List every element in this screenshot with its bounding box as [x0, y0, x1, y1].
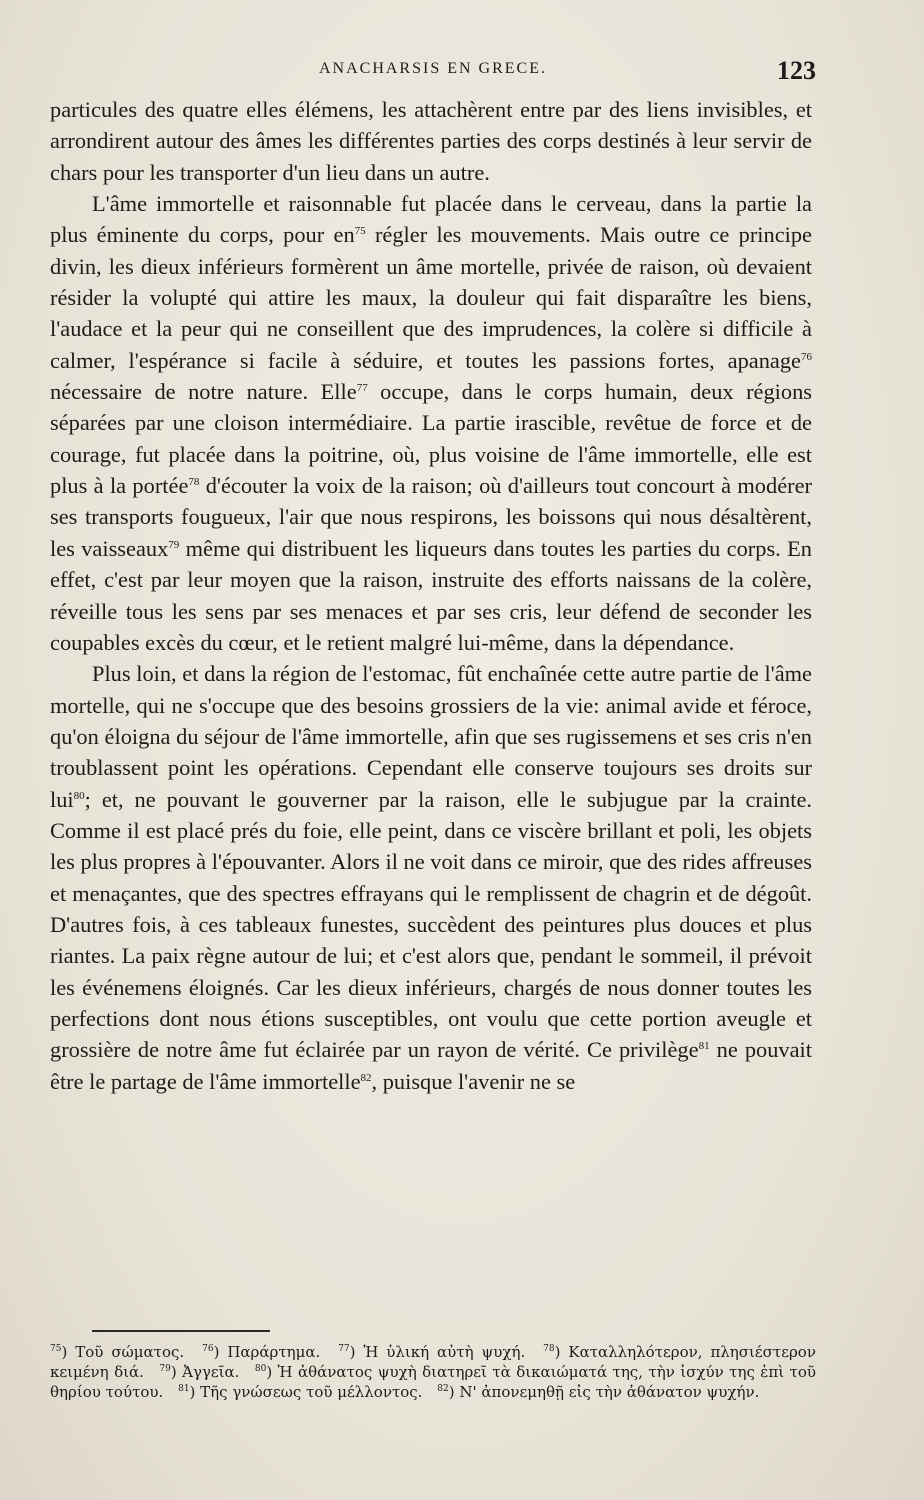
footnote-text: Παράρτημα. — [227, 1343, 321, 1361]
footnote-number: 81 — [178, 1384, 190, 1394]
text-run: , puisque l'avenir ne se — [371, 1068, 576, 1094]
page-header — [50, 56, 816, 86]
footnote-reference[interactable]: 80 — [73, 789, 85, 802]
footnote-number: 79 — [159, 1364, 171, 1374]
footnote-paren: ) — [61, 1343, 76, 1361]
footnote-item — [50, 1343, 184, 1361]
footnotes — [50, 1342, 816, 1402]
footnote-paren: ) — [554, 1343, 569, 1361]
body-text — [50, 94, 812, 1097]
text-run: occupe, dans le corps humain, deux régions séparées par une cloison intermédiaire. La partie irascible, revêtue de force et de courage, fut placée dans la poitrine, où, plus voisine de l'âme immortelle, elle est plus à la portée — [50, 379, 812, 499]
footnote-number: 77 — [338, 1344, 350, 1354]
footnote-text: Τοῦ σώματος. — [75, 1343, 185, 1361]
footnote-text: Καταλληλότερον, πλησιέστερον κειμένη διά. — [50, 1343, 816, 1381]
footnote-reference[interactable]: 82 — [360, 1071, 372, 1084]
paragraph — [50, 658, 812, 1097]
footnote-reference[interactable]: 81 — [698, 1040, 710, 1053]
text-run: ; et, ne pouvant le gouverner par la raison, elle le subjugue par la crainte. Comme il est placé prés du foie, elle peint, dans ce viscère brillant et poli, les objets les plus propres à l'épouvanter. Alors il ne voit dans ce miroir, que des rides affreuses et menaçantes, que des spectres effrayans qui le remplissent de chagrin et de dégoût. D'autres fois, à ces tableaux funestes, succèdent des peintures plus douces et plus riantes. La paix règne autour de lui; et c'est alors que, pendant le sommeil, il prévoit les événemens éloignés. Car les dieux inférieurs, chargés de nous donner toutes les perfections dont nous étions susceptibles, ont voulu que cette portion aveugle et grossière de notre âme fut éclairée par un rayon de vérité. Ce privilège — [50, 786, 812, 1063]
footnote-item — [338, 1343, 525, 1361]
footnote-reference[interactable]: 75 — [354, 225, 366, 238]
footnote-number: 78 — [543, 1344, 555, 1354]
footnote-item — [178, 1383, 422, 1401]
footnote-paren: ) — [266, 1363, 278, 1381]
footnote-text: Ν' ἀπονεμηθῇ εἰς τὴν ἀθάνατον ψυχήν. — [459, 1383, 760, 1401]
text-run: L'âme immortelle et raisonnable fut placée dans le cerveau, dans la partie la plus éminente du corps, pour en — [50, 191, 812, 248]
footnote-item — [159, 1363, 239, 1381]
footnote-paren: ) — [213, 1343, 228, 1361]
text-run: Plus loin, et dans la région de l'estomac, fût enchaînée cette autre partie de l'âme mortelle, qui ne s'occupe que des besoins grossiers de la vie: animal avide et féroce, qu'on éloigna du séjour de l'âme immortelle, afin que ses rugissemens et ses cris n'en troublassent point les opérations. Cependant elle conserve toujours ses droits sur lui — [50, 661, 812, 812]
footnote-text: Ἀγγεῖα. — [182, 1363, 240, 1381]
footnote-item — [437, 1383, 759, 1401]
footnote-paren: ) — [448, 1383, 460, 1401]
footnote-reference[interactable]: 77 — [356, 382, 368, 395]
footnote-reference[interactable]: 76 — [801, 350, 812, 363]
text-run: ne pouvait être le partage de l'âme immortelle — [50, 1037, 812, 1094]
text-run: même qui distribuent les liqueurs dans toutes les parties du corps. En effet, c'est par leur moyen que la raison, instruite des efforts naissans de la colère, réveille tous les sens par ses menaces et par ses cris, leur défend de seconder les coupables excès du cœur, et le retient malgré lui-même, dans la dépendance. — [50, 535, 812, 655]
text-run: d'écouter la voix de la raison; où d'ailleurs tout concourt à modérer ses transports fougueux, l'air que nous respirons, les boissons qui nous désaltèrent, les vaisseaux — [50, 473, 812, 561]
footnote-text: Τῆς γνώσεως τοῦ μέλλοντος. — [200, 1383, 423, 1401]
footnote-paren: ) — [349, 1343, 364, 1361]
text-run: nécessaire de notre nature. Elle — [50, 379, 357, 405]
footnote-paren: ) — [189, 1383, 201, 1401]
footnote-number: 75 — [50, 1344, 62, 1354]
footnote-text: Ἡ ὑλική αὐτὴ ψυχή. — [363, 1343, 526, 1361]
running-title: ANACHARSIS EN GRECE. — [318, 60, 547, 77]
paragraph — [50, 94, 812, 188]
footnote-separator — [92, 1330, 270, 1332]
footnote-text: Ἡ ἀθάνατος ψυχὴ διατηρεῖ τὰ δικαιώματά της, τὴν ἰσχύν της ἐπὶ τοῦ θηρίου τούτου. — [50, 1363, 816, 1401]
text-run: particules des quatre elles élémens, les attachèrent entre par des liens invisibles, et arrondirent autour des âmes les différentes parties des corps destinés à leur servir de chars pour les transporter d'un lieu dans un autre. — [50, 97, 812, 185]
footnote-number: 82 — [437, 1384, 449, 1394]
footnote-reference[interactable]: 78 — [188, 476, 200, 489]
footnote-item — [202, 1343, 320, 1361]
paragraph — [50, 188, 812, 658]
page-number: 123 — [777, 56, 816, 85]
footnote-paren: ) — [170, 1363, 183, 1381]
footnote-number: 80 — [254, 1364, 267, 1374]
text-run: régler les mouvements. Mais outre ce principe divin, les dieux inférieurs formèrent un âme mortelle, privée de raison, où devaient résider la volupté qui attire les maux, la douleur qui fait disparaître les biens, l'audace et la peur qui ne conseillent que des imprudences, la colère si difficile à calmer, l'espérance si facile à séduire, et toutes les passions fortes, apanage — [50, 222, 812, 373]
footnote-reference[interactable]: 79 — [168, 538, 180, 551]
footnote-number: 76 — [202, 1344, 214, 1354]
